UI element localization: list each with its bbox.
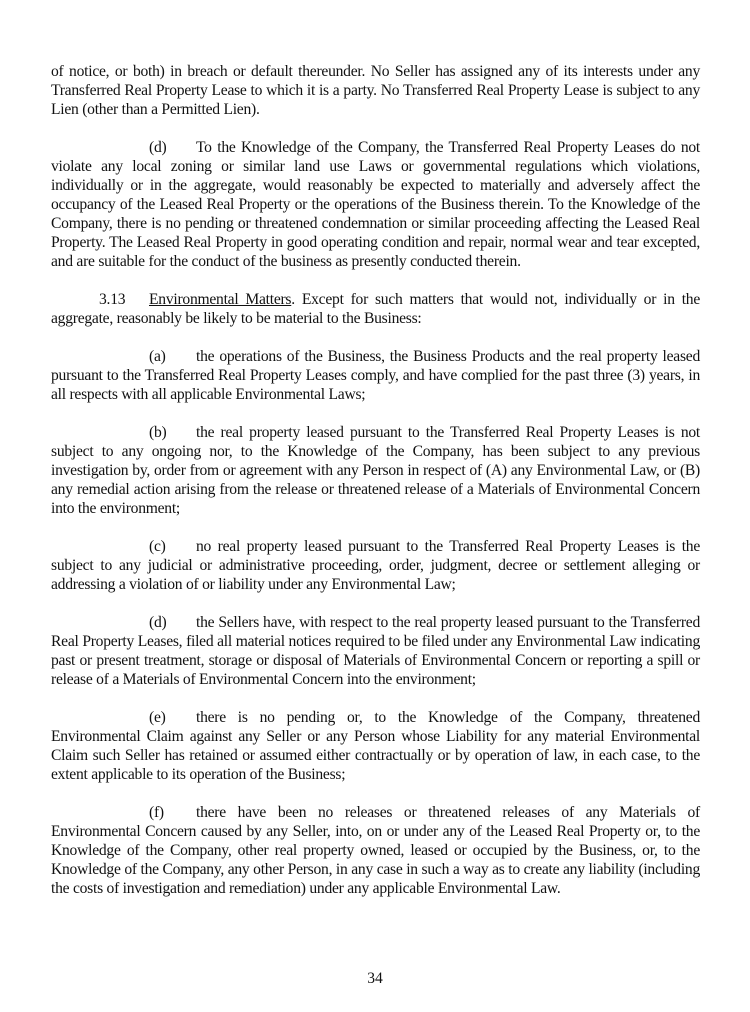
paragraph-d-leases <box>51 138 700 271</box>
item-text: no real property leased pursuant to the Transferred Real Property Leases is the subject to any judicial or administrative proceeding, order, judgment, decree or settlement alleging or addressing a violation of or liability under any Environmental Law; <box>51 538 700 593</box>
item-b <box>51 423 700 518</box>
item-f <box>51 803 700 898</box>
item-label: (d) <box>149 139 167 156</box>
item-label: (b) <box>149 424 167 441</box>
item-text: the operations of the Business, the Business Products and the real property leased pursuant to the Transferred Real Property Leases comply, and have complied for the past three (3) years, in all respects with all applicable Environmental Laws; <box>51 348 700 403</box>
section-intro: . Except for such matters that would not, individually or in the aggregate, reasonably be likely to be material to the Business: <box>51 291 700 327</box>
item-text: there is no pending or, to the Knowledge of the Company, threatened Environmental Claim against any Seller or any Person whose Liability for any material Environmental Claim such Seller has retained or assumed either contractually or by operation of law, in each case, to the extent applicable to its operation of the Business; <box>51 709 700 783</box>
item-label: (f) <box>149 804 164 821</box>
item-text: To the Knowledge of the Company, the Transferred Real Property Leases do not violate any local zoning or similar land use Laws or governmental regulations which violations, individually or in the aggregate, would reasonably be expected to materially and adversely affect the occupancy of the Leased Real Property or the operations of the Business therein. To the Knowledge of the Company, there is no pending or threatened condemnation or similar proceeding affecting the Leased Real Property. The Leased Real Property in good operating condition and repair, normal wear and tear excepted, and are suitable for the conduct of the business as presently conducted therein. <box>51 139 700 270</box>
item-text: the real property leased pursuant to the Transferred Real Property Leases is not subject to any ongoing nor, to the Knowledge of the Company, has been subject to any previous investigation by, order from or agreement with any Person in respect of (A) any Environmental Law, or (B) any remedial action arising from the release or threatened release of a Materials of Environmental Concern into the environment; <box>51 424 700 517</box>
section-title: Environmental Matters <box>149 291 292 308</box>
item-text: there have been no releases or threatened releases of any Materials of Environmental Concern caused by any Seller, into, on or under any of the Leased Real Property or, to the Knowledge of the Company, other real property owned, leased or occupied by the Business, or, to the Knowledge of the Company, any other Person, in any case in such a way as to create any liability (including the costs of investigation and remediation) under any applicable Environmental Law. <box>51 804 700 897</box>
continuation-paragraph: of notice, or both) in breach or default thereunder. No Seller has assigned any of its interests under any Transferred Real Property Lease to which it is a party. No Transferred Real Property Lease is subject to any Lien (other than a Permitted Lien). <box>51 63 700 118</box>
item-c <box>51 537 700 594</box>
item-a <box>51 347 700 404</box>
item-text: the Sellers have, with respect to the real property leased pursuant to the Transferred Real Property Leases, filed all material notices required to be filed under any Environmental Law indicating past or present treatment, storage or disposal of Materials of Environmental Concern or reporting a spill or release of a Materials of Environmental Concern into the environment; <box>51 614 700 688</box>
document-page <box>51 62 700 917</box>
item-d <box>51 613 700 689</box>
page-number: 34 <box>367 970 383 987</box>
item-e <box>51 708 700 784</box>
item-label: (e) <box>149 709 166 726</box>
section-3-13 <box>51 290 700 328</box>
section-number: 3.13 <box>99 291 126 308</box>
item-label: (d) <box>149 614 167 631</box>
item-label: (c) <box>149 538 166 555</box>
item-label: (a) <box>149 348 166 365</box>
